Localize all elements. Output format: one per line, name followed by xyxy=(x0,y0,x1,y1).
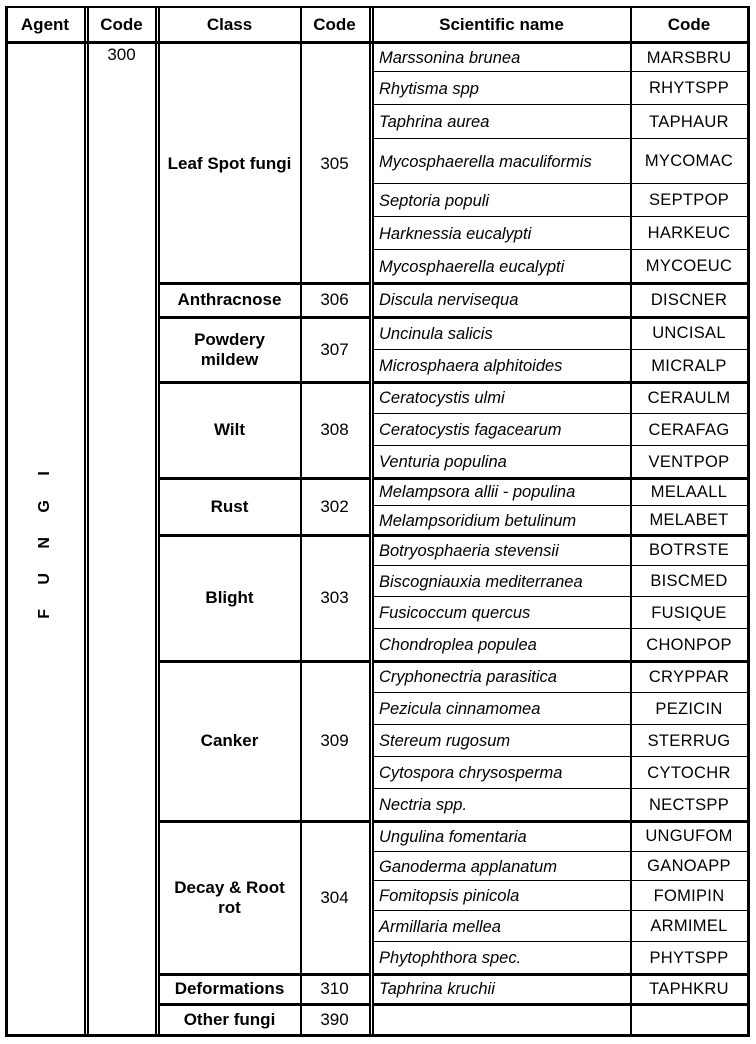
species-code: CHONPOP xyxy=(646,635,732,654)
species-code: ARMIMEL xyxy=(650,917,728,935)
class-name: Rust xyxy=(210,496,249,516)
scientific-name: Venturia populina xyxy=(379,453,507,471)
vertical-rule xyxy=(369,6,371,1037)
class-code: 310 xyxy=(320,979,349,998)
species-code: PHYTSPP xyxy=(649,948,729,967)
species-code: SEPTPOP xyxy=(648,191,730,209)
scientific-name: Pezicula cinnamomea xyxy=(379,700,541,718)
header-agent-code: Code xyxy=(100,15,143,34)
scientific-name: Cryphonectria parasitica xyxy=(379,668,557,686)
species-code: MYCOEUC xyxy=(645,257,733,275)
vertical-rule xyxy=(87,6,89,1037)
species-code: MARSBRU xyxy=(646,48,732,67)
class-code: 302 xyxy=(320,496,349,516)
scientific-name: Rhytisma spp xyxy=(379,79,479,98)
vertical-rule xyxy=(372,6,374,1037)
species-code: FUSIQUE xyxy=(651,603,727,622)
scientific-name: Mycosphaerella eucalypti xyxy=(379,257,565,276)
scientific-name: Phytophthora spec. xyxy=(379,949,522,967)
class-name: Other fungi xyxy=(183,1009,276,1029)
species-code: UNCISAL xyxy=(652,324,726,342)
species-code: HARKEUC xyxy=(647,224,731,242)
header-bottom-rule xyxy=(6,41,748,44)
species-code: BOTRSTE xyxy=(648,541,730,559)
scientific-name: Ceratocystis fagacearum xyxy=(379,421,562,439)
scientific-name: Microsphaera alphitoides xyxy=(379,357,563,375)
vertical-rule xyxy=(300,6,302,1037)
class-name: Wilt xyxy=(213,420,245,439)
species-code: DISCNER xyxy=(650,290,728,309)
species-code: FOMIPIN xyxy=(653,886,725,905)
scientific-name: Armillaria mellea xyxy=(379,917,501,936)
scientific-name: Nectria spp. xyxy=(379,796,468,814)
scientific-name: Stereum rugosum xyxy=(379,732,511,750)
header-agent: Agent xyxy=(20,15,70,34)
scientific-name: Uncinula salicis xyxy=(379,324,493,343)
scientific-name: Melampsoridium betulinum xyxy=(379,511,577,530)
species-code: TAPHKRU xyxy=(649,979,729,998)
species-code: PEZICIN xyxy=(655,699,723,718)
class-name: Anthracnose xyxy=(177,290,282,309)
species-code: STERRUG xyxy=(647,731,731,750)
species-code: CERAFAG xyxy=(648,420,730,439)
scientific-name: Septoria populi xyxy=(379,191,490,210)
class-code: 390 xyxy=(320,1009,349,1029)
species-code: VENTPOP xyxy=(648,452,730,471)
species-code: MICRALP xyxy=(651,356,727,375)
species-code: CERAULM xyxy=(647,388,731,407)
scientific-name: Cytospora chrysosperma xyxy=(379,764,563,782)
species-code: UNGUFOM xyxy=(645,827,733,845)
class-code: 306 xyxy=(320,290,349,309)
class-name: Leaf Spot fungi xyxy=(167,153,292,173)
scientific-name: Ceratocystis ulmi xyxy=(379,389,505,407)
scientific-name: Fusicoccum quercus xyxy=(379,604,531,622)
class-code: 305 xyxy=(320,153,349,173)
vertical-rule xyxy=(630,6,632,1037)
header-class-code: Code xyxy=(313,15,356,34)
scientific-name: Chondroplea populea xyxy=(379,636,537,654)
scientific-name: Harknessia eucalypti xyxy=(379,224,532,243)
agent-name: F U N G I xyxy=(35,461,53,619)
class-name: Blight xyxy=(205,588,254,607)
scientific-name: Fomitopsis pinicola xyxy=(379,887,520,905)
scientific-name: Marssonina brunea xyxy=(379,49,521,67)
class-code: 308 xyxy=(320,420,349,439)
species-code: BISCMED xyxy=(650,572,728,590)
class-code: 307 xyxy=(320,339,349,359)
class-name: Canker xyxy=(200,731,259,750)
header-class: Class xyxy=(206,15,253,34)
class-name: Powdery mildew xyxy=(194,329,265,369)
class-name: Deformations xyxy=(174,979,285,998)
vertical-rule xyxy=(747,6,750,1037)
species-code: TAPHAUR xyxy=(649,112,729,131)
species-code: RHYTSPP xyxy=(648,79,730,97)
class-code: 309 xyxy=(320,731,349,750)
species-code: NECTSPP xyxy=(648,795,730,814)
header-scientific-name: Scientific name xyxy=(439,15,564,34)
scientific-name: Ungulina fomentaria xyxy=(379,827,527,846)
scientific-name: Melampsora allii - populina xyxy=(379,483,576,501)
species-code: CRYPPAR xyxy=(648,667,730,686)
scientific-name: Discula nervisequa xyxy=(379,291,519,309)
scientific-name xyxy=(373,1004,630,1035)
species-code xyxy=(630,1004,748,1035)
agent-code: 300 xyxy=(107,45,136,64)
species-code: MELAALL xyxy=(650,482,728,501)
species-code: CYTOCHR xyxy=(647,763,731,782)
table-bottom-rule xyxy=(6,1034,748,1037)
vertical-rule xyxy=(84,6,86,1037)
species-code: MYCOMAC xyxy=(644,152,734,170)
scientific-name: Ganoderma applanatum xyxy=(379,857,557,876)
vertical-rule xyxy=(158,6,160,1037)
scientific-name: Taphrina kruchii xyxy=(379,980,495,998)
species-code: MELABET xyxy=(649,511,729,529)
vertical-rule xyxy=(5,6,8,1037)
scientific-name: Mycosphaerella maculiformis xyxy=(379,152,592,171)
scientific-name: Taphrina aurea xyxy=(379,113,490,131)
species-code: GANOAPP xyxy=(647,857,731,875)
class-code: 303 xyxy=(320,588,349,607)
vertical-rule xyxy=(155,6,157,1037)
class-name: Decay & Root rot xyxy=(174,877,285,917)
table-top-rule xyxy=(6,6,748,8)
scientific-name: Biscogniauxia mediterranea xyxy=(379,572,583,591)
class-code: 304 xyxy=(320,887,349,907)
header-species-code: Code xyxy=(667,15,711,34)
scientific-name: Botryosphaeria stevensii xyxy=(379,541,559,560)
